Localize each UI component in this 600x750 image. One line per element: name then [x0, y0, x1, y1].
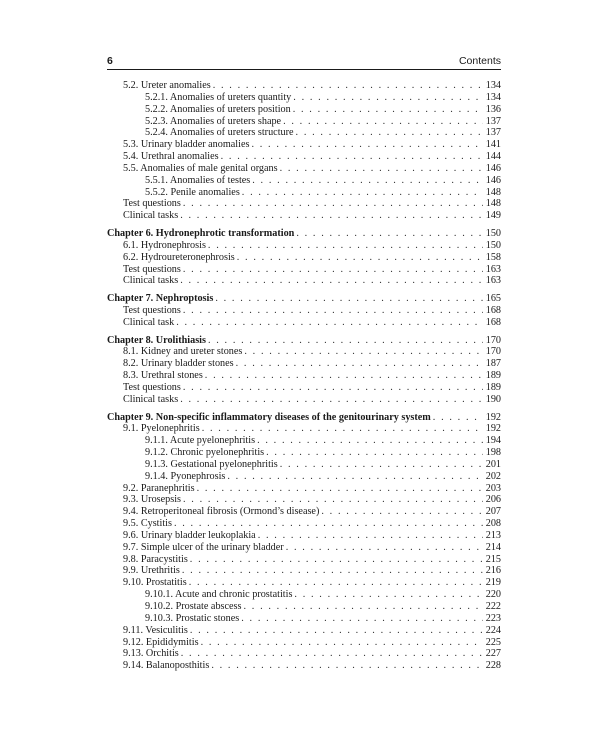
toc-entry-page: 137: [485, 127, 501, 139]
toc-dot-leader: [258, 530, 483, 542]
toc-entry[interactable]: [107, 275, 501, 287]
toc-dot-leader: [280, 459, 483, 471]
toc-entry[interactable]: [107, 252, 501, 264]
toc-entry-title: 9.2. Paranephritis: [123, 482, 195, 494]
toc-dot-leader: [201, 637, 483, 649]
toc-entry-title: 5.2. Ureter anomalies: [123, 80, 211, 91]
toc-dot-leader: [189, 577, 483, 589]
toc-dot-leader: [208, 335, 483, 347]
toc-entry-page: 194: [485, 435, 501, 447]
toc-entry[interactable]: [107, 151, 501, 163]
toc-entry[interactable]: [107, 240, 501, 252]
toc-chapter-entry[interactable]: [107, 293, 501, 305]
toc-entry[interactable]: [107, 637, 501, 649]
toc-dot-leader: [321, 506, 482, 518]
toc-entry-page: 225: [485, 636, 501, 648]
toc-entry[interactable]: [107, 554, 501, 566]
toc-entry[interactable]: [107, 382, 501, 394]
toc-entry-title: Test questions: [123, 263, 181, 275]
toc-dot-leader: [215, 293, 482, 305]
toc-entry[interactable]: [107, 518, 501, 530]
toc-entry-title: 5.5.1. Anomalies of testes: [145, 174, 251, 186]
toc-dot-leader: [296, 127, 483, 139]
toc-entry-title: 9.1.3. Gestational pyelonephritis: [145, 458, 278, 470]
toc-dot-leader: [183, 305, 483, 317]
toc-entry-title: 9.5. Cystitis: [123, 518, 172, 530]
toc-dot-leader: [241, 613, 482, 625]
page-header: [107, 54, 501, 68]
toc-entry[interactable]: [107, 198, 501, 210]
toc-entry-page: 134: [485, 91, 501, 103]
toc-entry[interactable]: [107, 459, 501, 471]
toc-entry[interactable]: [107, 358, 501, 370]
toc-entry[interactable]: [107, 305, 501, 317]
toc-entry-page: 134: [485, 80, 501, 91]
toc-entry[interactable]: [107, 139, 501, 151]
toc-entry-page: 137: [485, 115, 501, 127]
toc-entry[interactable]: [107, 370, 501, 382]
page-number: 6: [107, 55, 113, 67]
toc-entry[interactable]: [107, 127, 501, 139]
toc-dot-leader: [190, 554, 483, 566]
toc-entry-page: 170: [485, 334, 501, 346]
toc-entry[interactable]: [107, 565, 501, 577]
toc-entry-page: 222: [485, 601, 501, 612]
toc-dot-leader: [183, 494, 483, 506]
toc-entry-page: 227: [485, 648, 501, 660]
toc-entry[interactable]: [107, 317, 501, 329]
toc-dot-leader: [242, 187, 483, 199]
toc-entry-title: 9.14. Balanoposthitis: [123, 660, 210, 672]
toc-entry-page: 146: [485, 174, 501, 186]
toc-entry-page: 146: [485, 162, 501, 174]
toc-chapter-entry[interactable]: [107, 228, 501, 240]
toc-entry[interactable]: [107, 589, 501, 601]
toc-entry-page: 216: [485, 565, 501, 577]
toc-dot-leader: [251, 139, 482, 151]
toc-dot-leader: [180, 210, 483, 222]
toc-entry-page: 136: [485, 103, 501, 115]
toc-entry-page: 150: [485, 228, 501, 240]
toc-dot-leader: [183, 264, 483, 276]
table-of-contents: [107, 80, 501, 672]
toc-entry-page: 206: [485, 494, 501, 506]
toc-entry-title: Chapter 6. Hydronephrotic transformation: [107, 228, 295, 240]
toc-dot-leader: [174, 518, 483, 530]
toc-entry[interactable]: [107, 506, 501, 518]
toc-dot-leader: [286, 542, 483, 554]
toc-entry-page: 220: [485, 589, 501, 601]
toc-entry-page: 208: [485, 518, 501, 530]
toc-entry-title: Clinical tasks: [123, 275, 179, 287]
toc-entry-title: 9.1.1. Acute pyelonephritis: [145, 435, 256, 447]
toc-dot-leader: [243, 601, 482, 613]
toc-entry[interactable]: [107, 346, 501, 358]
toc-entry-title: 9.4. Retroperitoneal fibrosis (Ormond’s disease): [123, 506, 320, 518]
toc-entry[interactable]: [107, 80, 501, 92]
toc-entry-page: 203: [485, 482, 501, 494]
toc-entry[interactable]: [107, 187, 501, 199]
toc-dot-leader: [257, 435, 483, 447]
toc-entry-page: 170: [485, 346, 501, 358]
toc-entry-page: 148: [485, 186, 501, 198]
toc-entry-title: 9.1.2. Chronic pyelonephritis: [145, 447, 265, 459]
toc-entry-page: 163: [485, 263, 501, 275]
toc-entry-title: 9.6. Urinary bladder leukoplakia: [123, 529, 256, 541]
header-rule: [107, 69, 501, 70]
toc-entry-title: 8.3. Urethral stones: [123, 370, 203, 382]
toc-entry-title: Chapter 9. Non-specific inflammatory diseases of the genitourinary system: [107, 411, 431, 423]
toc-chapter-entry[interactable]: [107, 412, 501, 424]
toc-entry-page: 168: [485, 316, 501, 328]
toc-entry-title: 5.2.1. Anomalies of ureters quantity: [145, 91, 292, 103]
toc-dot-leader: [213, 80, 483, 92]
toc-entry-title: 5.5.2. Penile anomalies: [145, 186, 240, 198]
toc-entry-page: 148: [485, 198, 501, 210]
toc-entry-page: 219: [485, 577, 501, 589]
toc-entry[interactable]: [107, 435, 501, 447]
toc-entry-title: 8.1. Kidney and ureter stones: [123, 346, 243, 358]
toc-dot-leader: [211, 660, 482, 672]
toc-entry-title: 5.2.4. Anomalies of ureters structure: [145, 127, 294, 139]
toc-entry-title: 9.3. Urosepsis: [123, 494, 182, 506]
toc-entry[interactable]: [107, 530, 501, 542]
toc-entry-title: 9.11. Vesiculitis: [123, 624, 188, 636]
toc-entry-title: 5.2.2. Anomalies of ureters position: [145, 103, 291, 115]
toc-dot-leader: [183, 382, 483, 394]
toc-entry-page: 168: [485, 304, 501, 316]
toc-entry-title: Chapter 7. Nephroptosis: [107, 293, 214, 305]
running-title: Contents: [458, 55, 501, 67]
toc-entry[interactable]: [107, 264, 501, 276]
toc-entry[interactable]: [107, 104, 501, 116]
toc-dot-leader: [208, 240, 483, 252]
toc-dot-leader: [244, 346, 482, 358]
toc-entry-page: 150: [485, 239, 501, 251]
toc-dot-leader: [227, 471, 482, 483]
toc-entry[interactable]: [107, 447, 501, 459]
toc-entry-page: 165: [485, 293, 501, 305]
toc-entry-page: 189: [485, 381, 501, 393]
toc-entry-title: Test questions: [123, 381, 181, 393]
toc-entry-page: 213: [485, 529, 501, 541]
toc-dot-leader: [205, 370, 483, 382]
toc-entry-page: 163: [485, 275, 501, 287]
toc-dot-leader: [190, 625, 483, 637]
toc-entry[interactable]: [107, 163, 501, 175]
toc-entry-page: 141: [485, 139, 501, 151]
toc-dot-leader: [236, 358, 483, 370]
toc-dot-leader: [283, 116, 483, 128]
toc-entry-page: 228: [485, 660, 501, 672]
toc-dot-leader: [221, 151, 483, 163]
toc-chapter-entry[interactable]: [107, 335, 501, 347]
toc-dot-leader: [180, 394, 483, 406]
toc-dot-leader: [202, 423, 483, 435]
toc-entry-title: 9.10. Prostatitis: [123, 577, 187, 589]
toc-entry[interactable]: [107, 613, 501, 625]
toc-entry-title: 9.9. Urethritis: [123, 565, 180, 577]
toc-entry-page: 198: [485, 447, 501, 459]
toc-entry-title: 9.13. Orchitis: [123, 648, 179, 660]
toc-entry-page: 215: [485, 553, 501, 565]
toc-entry[interactable]: [107, 471, 501, 483]
toc-dot-leader: [280, 163, 483, 175]
toc-entry-page: 149: [485, 210, 501, 222]
toc-entry[interactable]: [107, 542, 501, 554]
toc-entry[interactable]: [107, 625, 501, 637]
toc-entry-page: 189: [485, 370, 501, 382]
toc-entry-title: Clinical task: [123, 316, 175, 328]
toc-dot-leader: [197, 483, 483, 495]
toc-dot-leader: [182, 565, 483, 577]
toc-entry-page: 190: [485, 393, 501, 405]
toc-entry-title: Chapter 8. Urolithiasis: [107, 334, 206, 346]
toc-entry-page: 158: [485, 251, 501, 263]
toc-entry-page: 202: [485, 470, 501, 482]
toc-entry-title: 8.2. Urinary bladder stones: [123, 358, 234, 370]
toc-dot-leader: [183, 198, 483, 210]
toc-entry[interactable]: [107, 577, 501, 589]
toc-entry-title: 9.12. Epididymitis: [123, 636, 199, 648]
toc-entry-title: 9.10.2. Prostate abscess: [145, 601, 242, 612]
toc-entry-page: 214: [485, 541, 501, 553]
toc-entry[interactable]: [107, 92, 501, 104]
toc-entry-title: 6.2. Hydroureteronephrosis: [123, 251, 235, 263]
toc-dot-leader: [266, 447, 483, 459]
toc-entry-title: 5.3. Urinary bladder anomalies: [123, 139, 250, 151]
toc-entry-page: 192: [485, 423, 501, 435]
toc-entry[interactable]: [107, 494, 501, 506]
toc-entry-page: 223: [485, 612, 501, 624]
toc-entry-title: 9.10.1. Acute and chronic prostatitis: [145, 589, 293, 601]
toc-dot-leader: [294, 589, 482, 601]
toc-entry[interactable]: [107, 210, 501, 222]
toc-entry-title: 5.4. Urethral anomalies: [123, 151, 219, 163]
toc-entry[interactable]: [107, 648, 501, 660]
toc-entry-title: 9.8. Paracystitis: [123, 553, 188, 565]
toc-entry[interactable]: [107, 601, 501, 613]
toc-dot-leader: [293, 92, 482, 104]
toc-entry-page: 192: [485, 411, 501, 423]
toc-entry-title: Test questions: [123, 304, 181, 316]
toc-entry-title: 9.1. Pyelonephritis: [123, 423, 200, 435]
toc-entry-page: 224: [485, 624, 501, 636]
toc-entry-title: 9.7. Simple ulcer of the urinary bladder: [123, 541, 284, 553]
toc-entry-title: 9.10.3. Prostatic stones: [145, 612, 240, 624]
toc-dot-leader: [293, 104, 483, 116]
toc-entry-title: 9.1.4. Pyonephrosis: [145, 470, 226, 482]
toc-entry-page: 207: [485, 506, 501, 518]
toc-entry[interactable]: [107, 423, 501, 435]
toc-dot-leader: [180, 275, 483, 287]
toc-dot-leader: [176, 317, 483, 329]
toc-entry-title: 6.1. Hydronephrosis: [123, 239, 206, 251]
toc-dot-leader: [181, 648, 483, 660]
toc-dot-leader: [237, 252, 483, 264]
toc-entry-title: Test questions: [123, 198, 181, 210]
toc-dot-leader: [252, 175, 482, 187]
toc-entry[interactable]: [107, 175, 501, 187]
toc-entry-title: Clinical tasks: [123, 393, 179, 405]
toc-entry-page: 201: [485, 458, 501, 470]
toc-entry-title: 5.2.3. Anomalies of ureters shape: [145, 115, 282, 127]
toc-entry-page: 144: [485, 151, 501, 163]
toc-entry[interactable]: [107, 483, 501, 495]
toc-entry-title: Clinical tasks: [123, 210, 179, 222]
toc-entry-page: 187: [485, 358, 501, 370]
toc-entry[interactable]: [107, 660, 501, 672]
toc-entry[interactable]: [107, 116, 501, 128]
toc-entry-title: 5.5. Anomalies of male genital organs: [123, 162, 278, 174]
toc-dot-leader: [433, 412, 483, 424]
toc-entry[interactable]: [107, 394, 501, 406]
toc-dot-leader: [296, 228, 482, 240]
